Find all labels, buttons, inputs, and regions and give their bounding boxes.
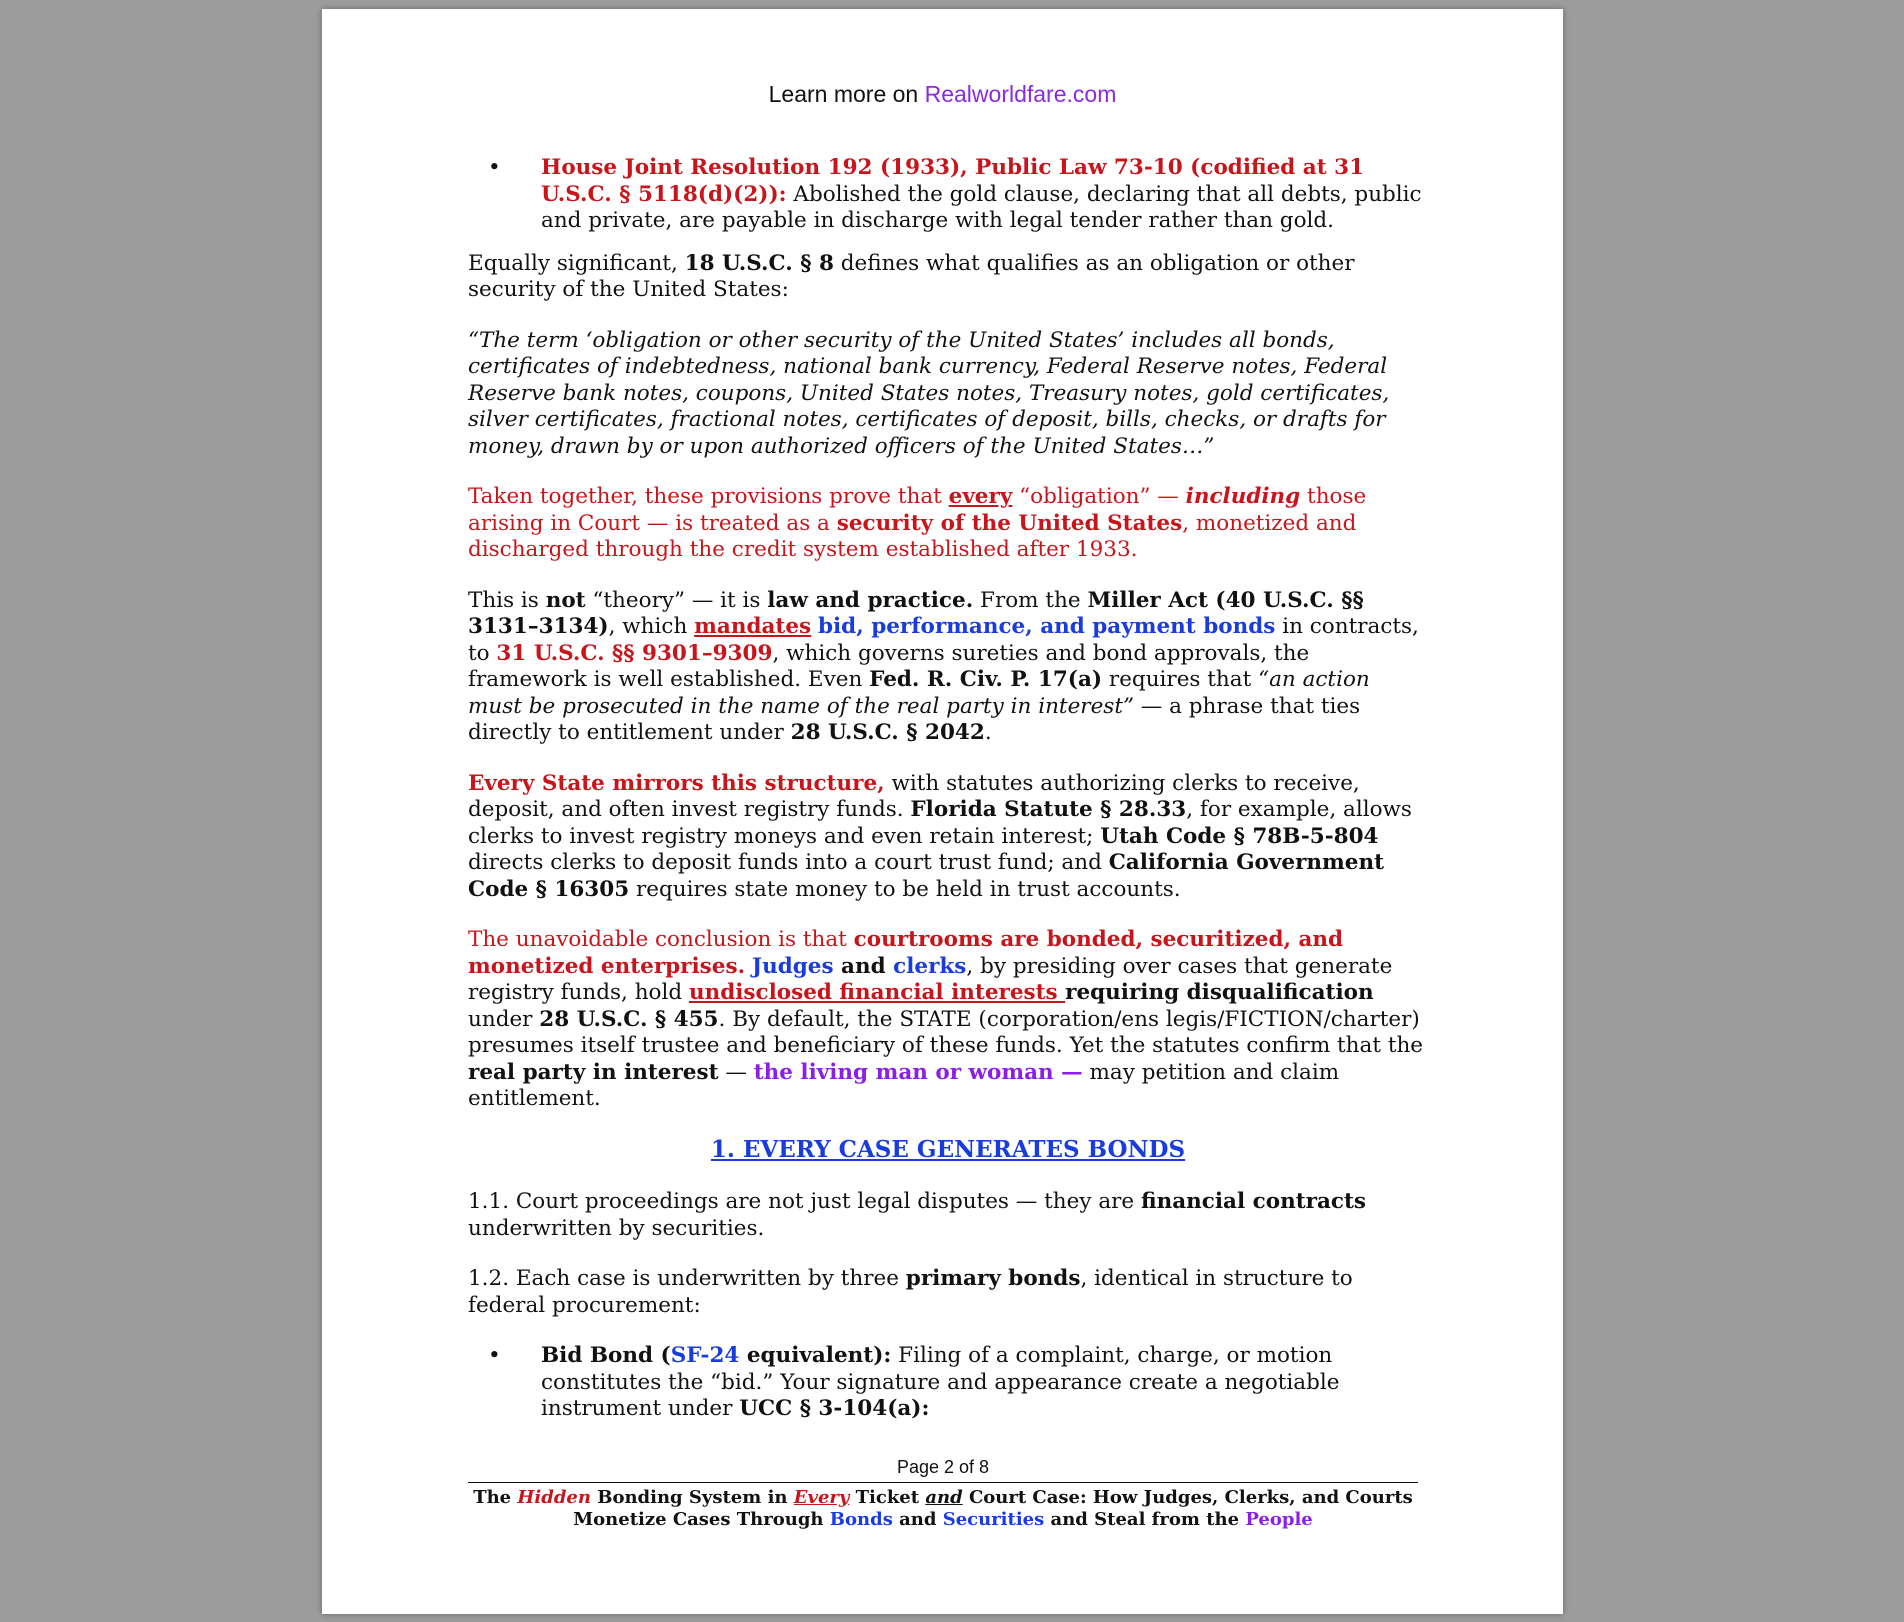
emphasis-every: every xyxy=(948,484,1013,509)
text-span: requires that xyxy=(1102,667,1259,692)
emphasis-requiring: requiring disqualification xyxy=(1065,980,1374,1005)
paragraph-1-1 xyxy=(468,1189,1428,1242)
emphasis-primary-bonds: primary bonds xyxy=(905,1266,1081,1291)
text-span: . By default, the STATE (corporation/ens legis/FICTION/charter) presumes itself trustee and beneficiary of these funds. Yet the statutes confirm that the xyxy=(468,1006,1424,1058)
emphasis-every-state: Every State mirrors this structure, xyxy=(468,770,885,796)
text-span: — xyxy=(718,1059,754,1085)
citation-28-usc-455: 28 U.S.C. § 455 xyxy=(539,1006,719,1032)
page-header xyxy=(322,81,1563,108)
paragraph-conclusion xyxy=(468,927,1428,1113)
text-span: those arising in Court — is treated as a xyxy=(468,484,1367,536)
bullet-marker: • xyxy=(488,1343,501,1368)
text-span xyxy=(745,954,752,979)
paragraph-every-state xyxy=(468,771,1428,904)
paragraph-taken-together xyxy=(468,484,1428,564)
text-span: This is xyxy=(468,587,546,613)
emphasis-including: including xyxy=(1185,484,1301,509)
bid-bond-title: Bid Bond ( xyxy=(541,1343,671,1368)
text-span: , which governs sureties and bond approvals, the framework is well established. Even xyxy=(468,640,1310,692)
page-number: Page 2 of 8 xyxy=(896,1457,990,1477)
paragraph-equally-significant xyxy=(468,251,1428,304)
text-span: “obligation” — xyxy=(1012,484,1186,509)
page-content xyxy=(468,155,1428,1439)
citation-california: California Government Code § 16305 xyxy=(468,850,1385,902)
text-span: in contracts, to xyxy=(468,614,1419,666)
inline-quote: “an action must be prosecuted in the name of the real party in interest” xyxy=(468,667,1370,719)
text-span: Court Case: How Judges, Clerks, and Courts Monetize Cases Through xyxy=(573,1487,1413,1530)
text-span: The xyxy=(473,1487,518,1508)
block-quote: “The term ‘obligation or other security of the United States’ includes all bonds, certificates of indebtedness, national bank currency, Federal Reserve notes, Federal Reserve bank notes, coupons, United States notes, Treasury notes, gold certificates, silver certificates, fractional notes, certificates of deposit, bills, checks, or drafts for money, drawn by or upon authorized officers of the United States…” xyxy=(468,327,1390,459)
paragraph-1-2 xyxy=(468,1266,1428,1319)
text-span: , for example, allows clerks to invest registry moneys and even retain interest; xyxy=(468,797,1412,849)
emphasis-bonds: bid, performance, and payment bonds xyxy=(817,614,1276,639)
header-link[interactable]: Realworldfare.com xyxy=(924,81,1117,107)
footer-securities: Securities xyxy=(942,1509,1045,1530)
emphasis-real-party: real party in interest xyxy=(468,1059,719,1085)
text-span: , by presiding over cases that generate registry funds, hold xyxy=(468,953,1393,1005)
bullet-bid-bond xyxy=(468,1343,1428,1423)
emphasis-mandates: mandates xyxy=(694,614,812,639)
footer-people: People xyxy=(1245,1509,1313,1530)
text-span: underwritten by securities. xyxy=(468,1215,765,1241)
text-span: Taken together, these provisions prove that xyxy=(468,484,949,509)
text-span: — a phrase that ties directly to entitlement under xyxy=(468,693,1361,745)
text-span: The unavoidable conclusion is that xyxy=(468,927,854,952)
text-span: may petition and claim entitlement. xyxy=(468,1059,1340,1111)
citation-miller-act: Miller Act (40 U.S.C. §§ 3131–3134) xyxy=(468,587,1364,639)
emphasis-clerks: clerks xyxy=(893,953,967,979)
bullet-marker: • xyxy=(488,155,501,180)
footer-and: and xyxy=(925,1487,963,1508)
bullet-hjr-text: Abolished the gold clause, declaring that all debts, public and private, are payable in discharge with legal tender rather than gold. xyxy=(541,181,1422,233)
emphasis-financial-contracts: financial contracts xyxy=(1140,1189,1367,1214)
footer-divider xyxy=(468,1482,1418,1483)
bid-bond-title-end: equivalent): xyxy=(739,1343,892,1368)
document-page xyxy=(322,9,1563,1614)
text-span: requires state money to be held in trust accounts. xyxy=(629,876,1181,902)
text-span: and xyxy=(833,953,894,979)
text-span: Filing of a complaint, charge, or motion constitutes the “bid.” Your signature and appearance create a negotiable instrument under xyxy=(541,1343,1340,1421)
text-span: . xyxy=(984,720,992,745)
text-span: , which xyxy=(608,614,695,639)
citation-28-usc-2042: 28 U.S.C. § 2042 xyxy=(790,720,985,745)
text-span: defines what qualifies as an obligation or other security of the United States: xyxy=(468,250,1355,302)
text-span xyxy=(811,614,818,639)
text-span: 1.2. Each case is underwritten by three xyxy=(468,1266,906,1291)
footer-bonds: Bonds xyxy=(829,1509,893,1530)
bullet-hjr-title: House Joint Resolution 192 (1933), Public Law 73-10 (codified at 31 U.S.C. § 5118(d)(2)): xyxy=(541,155,1365,207)
text-span: Ticket xyxy=(849,1487,926,1508)
citation-18-usc-8: 18 U.S.C. § 8 xyxy=(684,250,834,276)
emphasis-undisclosed: undisclosed financial interests xyxy=(688,980,1066,1005)
emphasis-not: not xyxy=(545,587,586,613)
section-heading: 1. EVERY CASE GENERATES BONDS xyxy=(710,1135,1186,1163)
citation-utah: Utah Code § 78B-5-804 xyxy=(1100,823,1379,849)
text-span: under xyxy=(468,1006,540,1032)
citation-ucc: UCC § 3-104(a): xyxy=(739,1396,930,1421)
text-span: , monetized and discharged through the credit system established after 1933. xyxy=(468,510,1357,562)
text-span: Equally significant, xyxy=(468,250,685,276)
footer-title xyxy=(468,1487,1418,1531)
text-span: 1.1. Court proceedings are not just legal disputes — they are xyxy=(468,1189,1141,1214)
footer-every: Every xyxy=(793,1487,850,1508)
text-span: , identical in structure to federal procurement: xyxy=(468,1266,1353,1318)
emphasis-law: law and practice. xyxy=(767,587,974,613)
citation-florida: Florida Statute § 28.33 xyxy=(910,797,1187,822)
emphasis-courtrooms: courtrooms are bonded, securitized, and monetized enterprises. xyxy=(468,927,1344,979)
text-span: Bonding System in xyxy=(590,1487,794,1508)
text-span: and Steal from the xyxy=(1044,1509,1246,1530)
emphasis-judges: Judges xyxy=(751,953,834,979)
emphasis-living: the living man or woman — xyxy=(753,1059,1083,1085)
text-span: directs clerks to deposit funds into a court trust fund; and xyxy=(468,850,1109,875)
paragraph-law-and-practice xyxy=(468,588,1428,747)
form-sf-24: SF-24 xyxy=(670,1343,740,1368)
bullet-hjr-192 xyxy=(468,155,1428,235)
emphasis-security: security of the United States xyxy=(836,510,1183,536)
text-span: and xyxy=(892,1509,943,1530)
footer-hidden: Hidden xyxy=(517,1487,591,1508)
header-prefix: Learn more on xyxy=(768,81,925,107)
text-span: From the xyxy=(973,587,1088,613)
citation-31-usc: 31 U.S.C. §§ 9301–9309 xyxy=(496,640,773,666)
text-span: “theory” — it is xyxy=(585,587,768,613)
citation-frcp-17a: Fed. R. Civ. P. 17(a) xyxy=(869,667,1103,692)
text-span: with statutes authorizing clerks to receive, deposit, and often invest registry funds. xyxy=(468,770,1360,822)
page-footer xyxy=(468,1455,1418,1531)
